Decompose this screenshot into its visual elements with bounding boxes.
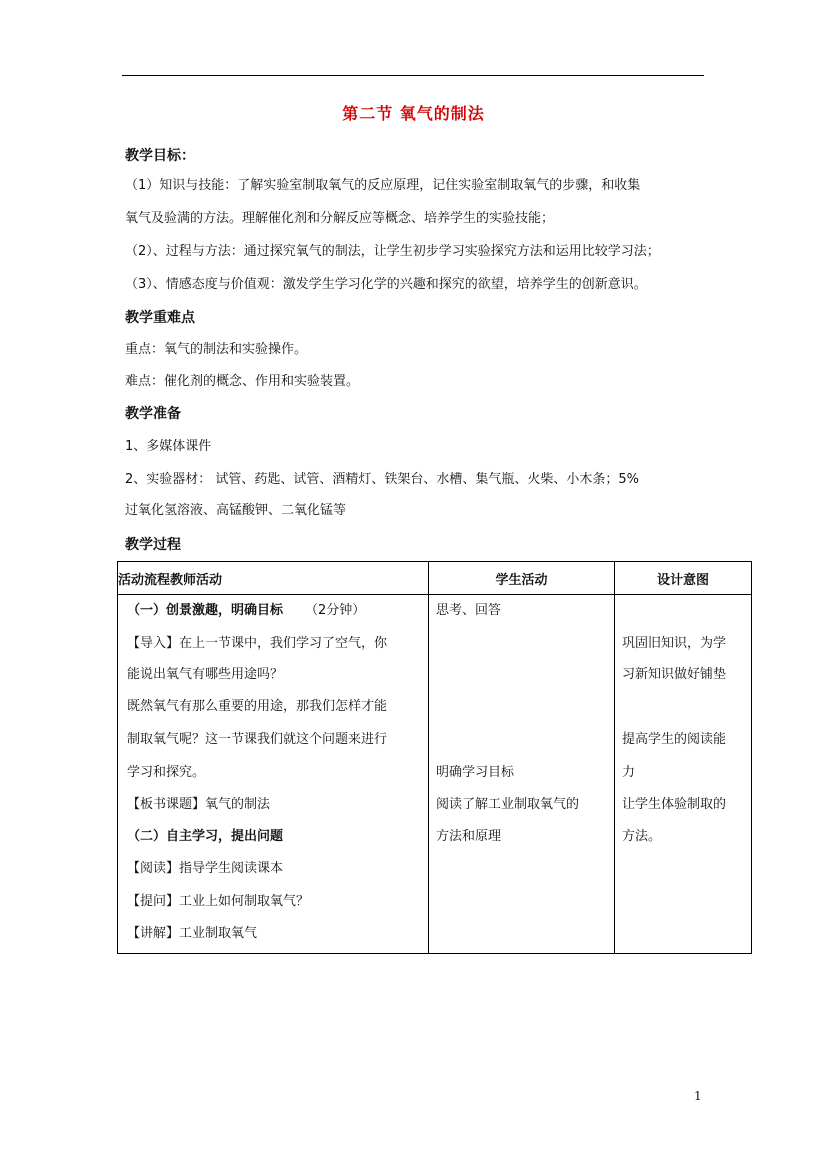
page-title: 第二节 氧气的制法 [342, 104, 485, 123]
teacher-line: 能说出氧气有哪些用途吗？ [127, 667, 284, 682]
intent-line: 提高学生的阅读能 [622, 732, 727, 747]
teacher-line: 【板书课题】氧气的制法 [127, 797, 271, 812]
header-rule [122, 75, 704, 76]
process-heading: 教学过程 [125, 537, 181, 553]
goal-item-3: （3）、情感态度与价值观：激发学生学习化学的兴趣和探究的欲望，培养学生的创新意识。 [125, 277, 647, 292]
header-teacher-activity: 活动流程教师活动 [118, 562, 429, 595]
teacher-activity-cell [118, 595, 429, 954]
goal-item-1-line-2: 氧气及验满的方法。理解催化剂和分解反应等概念、培养学生的实验技能； [125, 211, 555, 226]
section-2-title: （二）自主学习，提出问题 [127, 829, 284, 844]
student-line: 思考、回答 [436, 603, 502, 618]
design-intent-cell [615, 595, 752, 954]
difficulty-text: 难点：催化剂的概念、作用和实验装置。 [125, 374, 360, 389]
teacher-line: 【导入】在上一节课中，我们学习了空气，你 [127, 636, 388, 651]
student-activity-cell [429, 595, 615, 954]
lesson-process-table [117, 561, 752, 954]
student-line: 方法和原理 [436, 829, 502, 844]
intent-line: 让学生体验制取的 [622, 797, 727, 812]
preparation-item-2-line-2: 过氧化氢溶液、高锰酸钾、二氧化锰等 [125, 503, 347, 518]
page-number: 1 [694, 1089, 702, 1103]
section-1-title: （一）创景激趣，明确目标 [127, 603, 284, 618]
section-1-duration: （2分钟） [305, 603, 366, 618]
teacher-line: 【讲解】工业制取氧气 [127, 926, 258, 941]
preparation-item-2-line-1: 2、实验器材： 试管、药匙、试管、酒精灯、铁架台、水槽、集气瓶、火柴、小木条；5% [125, 472, 640, 487]
teacher-line: 学习和探究。 [127, 765, 206, 780]
student-line: 明确学习目标 [436, 765, 515, 780]
focus-text: 重点：氧气的制法和实验操作。 [125, 342, 308, 357]
intent-line: 习新知识做好铺垫 [622, 667, 727, 682]
student-line: 阅读了解工业制取氧气的 [436, 797, 580, 812]
goals-heading: 教学目标： [125, 148, 195, 164]
teacher-line: 【阅读】指导学生阅读课本 [127, 861, 284, 876]
preparation-heading: 教学准备 [125, 406, 181, 422]
key-points-heading: 教学重难点 [125, 310, 195, 326]
intent-line: 力 [622, 765, 636, 780]
teacher-line: 既然氧气有那么重要的用途，那我们怎样才能 [127, 699, 388, 714]
table-header-row [118, 562, 752, 595]
teacher-line: 制取氧气呢？这一节课我们就这个问题来进行 [127, 732, 388, 747]
goal-item-1-line-1: （1）知识与技能：了解实验室制取氧气的反应原理，记住实验室制取氧气的步骤，和收集 [125, 178, 641, 193]
table-row [118, 595, 752, 954]
header-student-activity: 学生活动 [429, 562, 615, 595]
intent-line: 巩固旧知识，为学 [622, 636, 727, 651]
intent-line: 方法。 [622, 829, 662, 844]
header-design-intent: 设计意图 [615, 562, 752, 595]
goal-item-2: （2）、过程与方法：通过探究氧气的制法，让学生初步学习实验探究方法和运用比较学习法； [125, 244, 660, 259]
preparation-item-1: 1、多媒体课件 [125, 439, 212, 454]
teacher-line: 【提问】工业上如何制取氧气？ [127, 894, 310, 909]
